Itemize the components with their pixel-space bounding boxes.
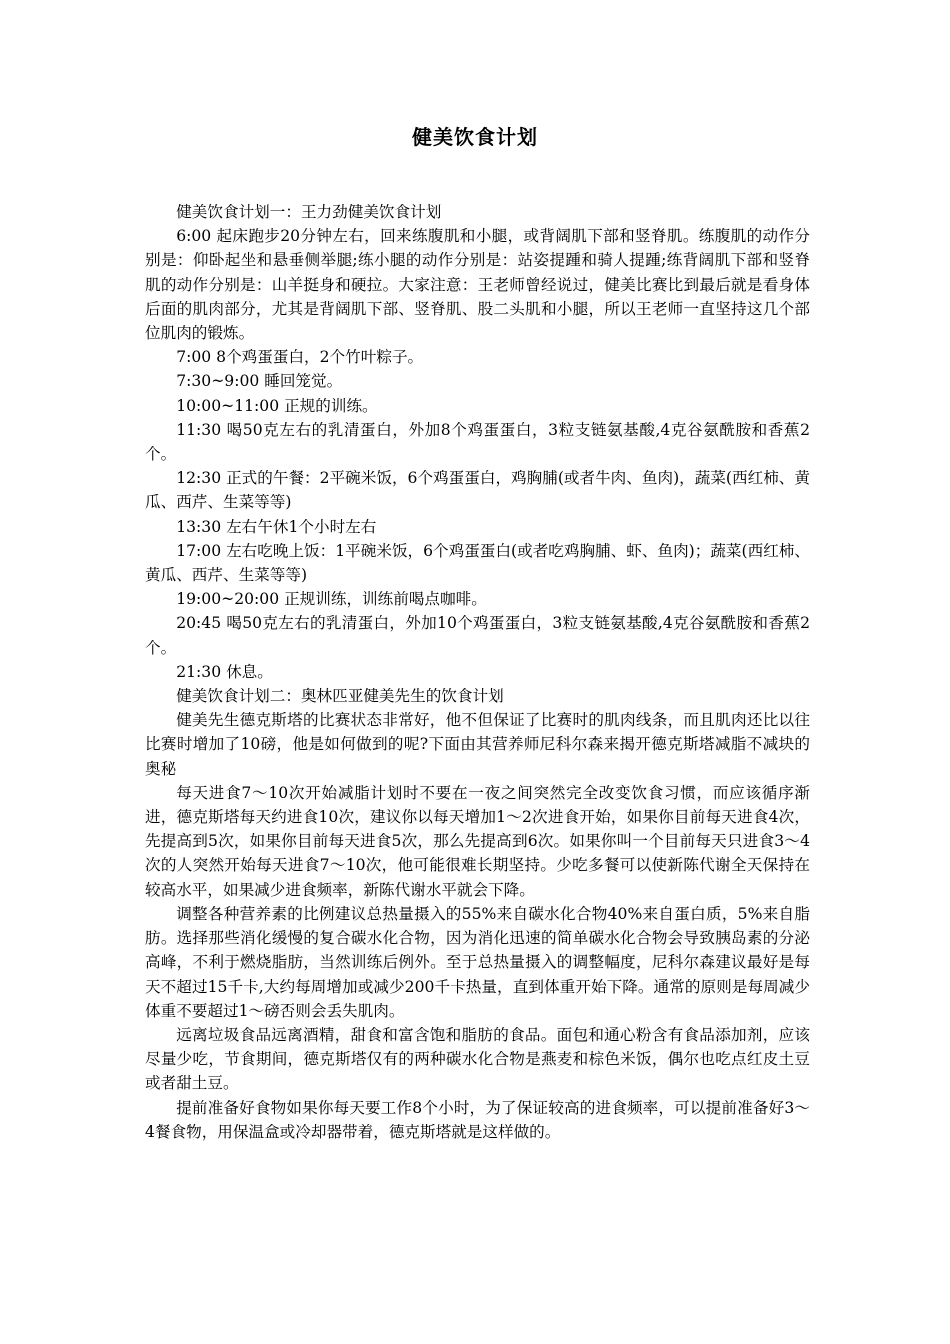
paragraph-schedule-1330: 13:30 左右午休1个小时左右 (176, 517, 377, 536)
paragraph-prepare-food: 提前准备好食物如果你每天要工作8个小时，为了保证较高的进食频率，可以提前准备好3～4餐食物，用保温盒或冷却器带着，德克斯塔就是这样做的。 (145, 1098, 810, 1141)
paragraph-schedule-1230: 12:30 正式的午餐：2平碗米饭，6个鸡蛋蛋白，鸡胸脯(或者牛肉、鱼肉)，蔬菜(西红柿、黄瓜、西芹、生菜等等) (145, 469, 810, 512)
paragraph-schedule-0600: 6:00 起床跑步20分钟左右，回来练腹肌和小腿，或背阔肌下部和竖脊肌。练腹肌的动作分别是：仰卧起坐和悬垂侧举腿;练小腿的动作分别是：站姿提踵和骑人提踵;练背阔肌下部和竖脊肌的动作分别是：山羊挺身和硬拉。大家注意：王老师曾经说过，健美比赛比到最后就是看身体后面的肌肉部分，尤其是背阔肌下部、竖脊肌、股二头肌和小腿，所以王老师一直坚持这几个部位肌肉的锻炼。 (145, 227, 810, 343)
paragraph-schedule-0700: 7:00 8个鸡蛋蛋白，2个竹叶粽子。 (176, 348, 424, 367)
section-heading-plan-two: 健美饮食计划二：奥林匹亚健美先生的饮食计划 (176, 687, 504, 706)
paragraph-schedule-0730: 7:30~9:00 睡回笼觉。 (176, 372, 343, 391)
document-title: 健美饮食计划 (412, 125, 538, 149)
paragraph-schedule-1900: 19:00~20:00 正规训练，训练前喝点咖啡。 (176, 590, 487, 609)
paragraph-avoid-junk-food: 远离垃圾食品远离酒精，甜食和富含饱和脂肪的食品。面包和通心粉含有食品添加剂，应该尽量少吃，节食期间，德克斯塔仅有的两种碳水化合物是燕麦和棕色米饭，偶尔也吃点红皮土豆或者甜土豆。 (145, 1025, 810, 1093)
paragraph-schedule-1700: 17:00 左右吃晚上饭：1平碗米饭，6个鸡蛋蛋白(或者吃鸡胸脯、虾、鱼肉)；蔬菜(西红柿、黄瓜、西芹、生菜等等) (145, 541, 810, 585)
paragraph-schedule-2130: 21:30 休息。 (176, 662, 273, 681)
paragraph-schedule-1000: 10:00~11:00 正规的训练。 (176, 396, 378, 415)
paragraph-nutrient-ratio: 调整各种营养素的比例建议总热量摄入的55%来自碳水化合物40%来自蛋白质，5%来自脂肪。选择那些消化缓慢的复合碳水化合物，因为消化迅速的简单碳水化合物会导致胰岛素的分泌高峰，不利于燃烧脂肪，当然训练后例外。至于总热量摄入的调整幅度，尼科尔森建议最好是每天不超过15千卡,大约每周增加或减少200千卡热量，直到体重开始下降。通常的原则是每周减少体重不要超过1～磅否则会丢失肌肉。 (145, 904, 810, 1020)
section-heading-plan-one: 健美饮食计划一：王力劲健美饮食计划 (176, 203, 442, 221)
document-body (145, 200, 810, 1144)
paragraph-meal-frequency: 每天进食7～10次开始减脂计划时不要在一夜之间突然完全改变饮食习惯，而应该循序渐进，德克斯塔每天约进食10次，建议你以每天增加1～2次进食开始，如果你目前每天进食4次，先提高到5次，如果你目前每天进食5次，那么先提高到6次。如果你叫一个目前每天只进食3～4次的人突然开始每天进食7～10次，他可能很难长期坚持。少吃多餐可以使新陈代谢全天保持在较高水平，如果减少进食频率，新陈代谢水平就会下降。 (145, 783, 810, 899)
paragraph-schedule-2045: 20:45 喝50克左右的乳清蛋白，外加10个鸡蛋蛋白，3粒支链氨基酸,4克谷氨酰胺和香蕉2个。 (145, 614, 810, 657)
paragraph-schedule-1130: 11:30 喝50克左右的乳清蛋白，外加8个鸡蛋蛋白，3粒支链氨基酸,4克谷氨酰胺和香蕉2个。 (145, 420, 810, 464)
paragraph-intro-dexter: 健美先生德克斯塔的比赛状态非常好，他不但保证了比赛时的肌肉线条，而且肌肉还比以往比赛时增加了10磅，他是如何做到的呢?下面由其营养师尼科尔森来揭开德克斯塔减脂不减块的奥秘 (145, 711, 810, 778)
